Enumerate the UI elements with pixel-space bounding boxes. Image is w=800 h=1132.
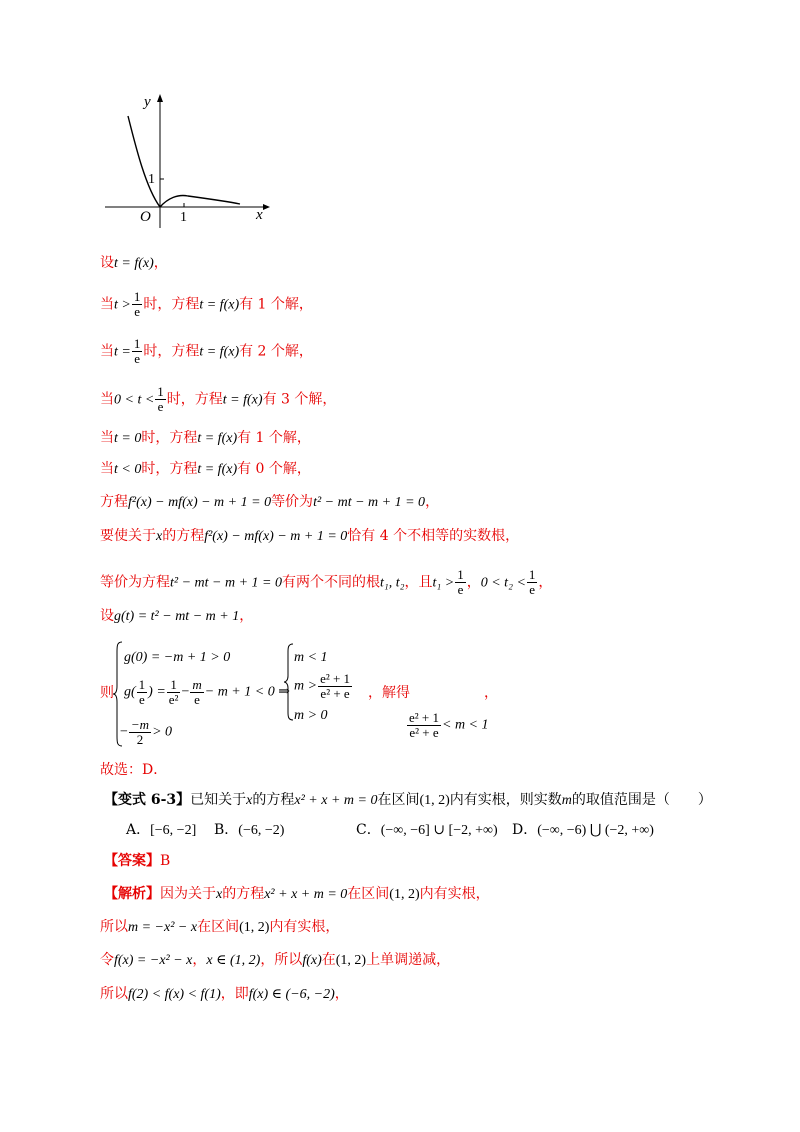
x-axis-arrow bbox=[263, 204, 270, 210]
frac-neg-m-over-2: $\frac{-m}{2}$ bbox=[130, 717, 150, 747]
line-case-between: 当0 < t < $\frac{1}{e}$ 时，方程t = f(x)有 3 个解， bbox=[100, 384, 337, 414]
final-range: $\frac{\text{e² + 1}}{\text{e² + e}}$ < m < 1 bbox=[409, 710, 489, 740]
frac-1-over-e: $\frac{1}{e}$ bbox=[133, 336, 141, 366]
line-set-t: 设t = f(x)， bbox=[100, 255, 168, 271]
frac-1-over-e: $\frac{1}{e}$ bbox=[133, 289, 141, 319]
question-tag: 【变式 6-3】 bbox=[104, 792, 191, 808]
function-graph bbox=[100, 88, 280, 230]
line-case-gt: 当t > $\frac{1}{e}$ 时，方程t = f(x)有 1 个解， bbox=[100, 289, 313, 319]
y-label: y bbox=[144, 94, 151, 110]
line-case-eq: 当t = $\frac{1}{e}$ 时，方程t = f(x)有 2 个解， bbox=[100, 336, 313, 366]
option-d[interactable]: D．(−∞, −6) ⋃ (−2, +∞) bbox=[512, 822, 654, 838]
solve-label: ，解得 bbox=[368, 685, 410, 701]
answer bbox=[104, 851, 170, 871]
analysis-tag: 【解析】 bbox=[104, 886, 160, 902]
line-equivalent: 方程f²(x) − mf(x) − m + 1 = 0等价为t² − mt − m + 1 = 0， bbox=[100, 494, 440, 510]
frac-1-over-e: $\frac{1}{e}$ bbox=[457, 567, 464, 597]
line-define-g: 设g(t) = t² − mt − m + 1， bbox=[100, 608, 254, 624]
answer-tag: 【答案】 bbox=[104, 853, 160, 869]
analysis-line-1: 【解析】因为关于x的方程x² + x + m = 0在区间(1, 2)内有实根， bbox=[104, 886, 490, 902]
system-label: 则 bbox=[100, 685, 114, 701]
question: 【变式 6-3】已知关于x的方程x² + x + m = 0在区间(1, 2)内有实根，则实数m的取值范围是（ ） bbox=[104, 792, 712, 808]
system-row-2: g( $\frac{1}{e}$ ) = $\frac{1}{\text{e²}}$ − $\frac{m}{e}$ − m + 1 < 0 ⇒ bbox=[124, 677, 290, 707]
line-case-neg: 当t < 0时，方程t = f(x)有 0 个解， bbox=[100, 461, 311, 477]
x-tick-label: 1 bbox=[180, 210, 187, 225]
analysis-line-2: 所以m = −x² − x在区间(1, 2)内有实根， bbox=[100, 919, 340, 935]
answer-value: B bbox=[160, 853, 171, 869]
origin-label: O bbox=[140, 209, 151, 225]
frac-e2p1-over-e2pe: $\frac{\text{e² + 1}}{\text{e² + e}}$ bbox=[320, 671, 351, 701]
solve-comma: ， bbox=[484, 685, 498, 701]
frac-m-over-e: $\frac{m}{e}$ bbox=[192, 677, 202, 707]
result-row-1: m < 1 bbox=[294, 650, 328, 665]
frac-1-over-e2: $\frac{1}{\text{e²}}$ bbox=[168, 677, 179, 707]
line-choose-d: 故选：D． bbox=[100, 762, 168, 778]
system-row-1: g(0) = −m + 1 > 0 bbox=[124, 650, 231, 665]
analysis-line-3: 令f(x) = −x² − x，x ∈ (1, 2)，所以f(x)在(1, 2)上单调递减， bbox=[100, 952, 451, 968]
x-label: x bbox=[256, 207, 263, 223]
line-case-zero: 当t = 0时，方程t = f(x)有 1 个解， bbox=[100, 430, 311, 446]
y-axis-arrow bbox=[157, 94, 163, 102]
system-row-3: − $\frac{-m}{2}$ > 0 bbox=[120, 717, 173, 747]
option-c[interactable]: C．(−∞, −6] ∪ [−2, +∞) bbox=[356, 822, 498, 838]
y-tick-label: 1 bbox=[148, 172, 155, 187]
option-a[interactable]: A．[−6, −2] bbox=[126, 822, 197, 838]
line-two-roots: 等价为方程t² − mt − m + 1 = 0有两个不同的根t₁, t₂，且t₁ > $\frac{1}{e}$ ，0 < t₂ < $\frac{1}{e}$ ， bbox=[100, 567, 553, 597]
line-four-roots: 要使关于x的方程f²(x) − mf(x) − m + 1 = 0恰有 4 个不相等的实数根， bbox=[100, 528, 520, 544]
frac-e2p1-over-e2pe: $\frac{\text{e² + 1}}{\text{e² + e}}$ bbox=[409, 710, 439, 740]
frac-1-over-e: $\frac{1}{e}$ bbox=[528, 567, 536, 597]
option-b[interactable]: B．(−6, −2) bbox=[214, 822, 285, 838]
curve bbox=[128, 116, 240, 207]
frac-1-over-e: $\frac{1}{e}$ bbox=[138, 677, 146, 707]
right-brace bbox=[284, 642, 294, 722]
result-row-3: m > 0 bbox=[294, 708, 328, 723]
frac-1-over-e: $\frac{1}{e}$ bbox=[157, 384, 164, 414]
result-row-2: m > $\frac{\text{e² + 1}}{\text{e² + e}}$ bbox=[294, 671, 351, 701]
analysis-line-4: 所以f(2) < f(x) < f(1)，即f(x) ∈ (−6, −2)， bbox=[100, 986, 349, 1002]
